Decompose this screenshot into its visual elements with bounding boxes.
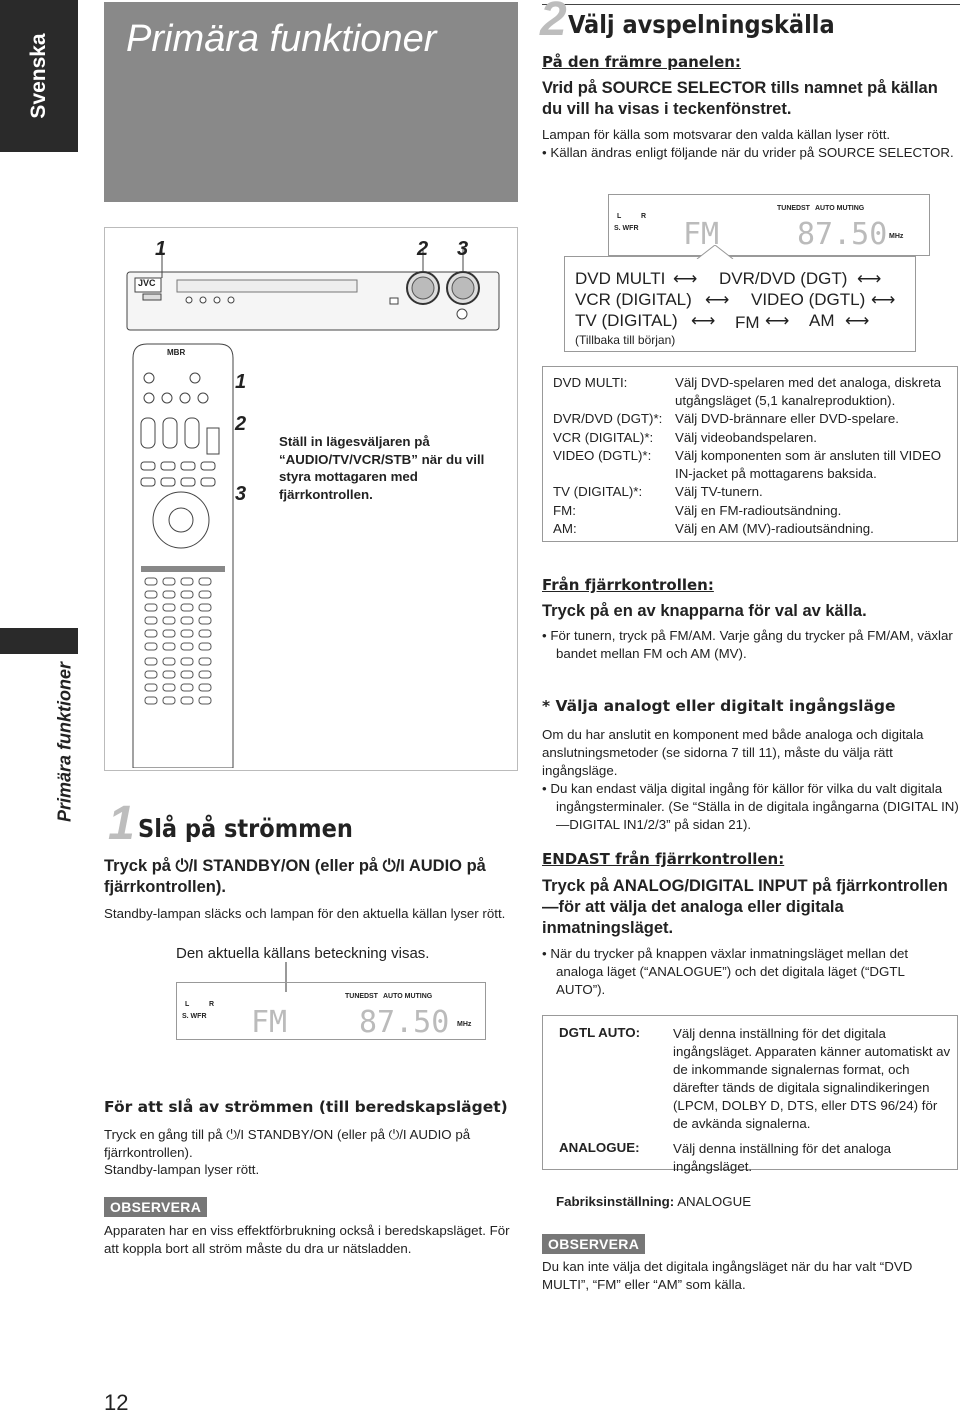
definition-desc: Välj en AM (MV)-radioutsändning. xyxy=(675,521,874,536)
factory-value: ANALOGUE xyxy=(677,1194,752,1209)
remote-brand-logo: MBR xyxy=(167,348,186,357)
step2-display-panel xyxy=(608,194,930,256)
analog-text: Om du har anslutit en komponent med både analoga och digitala anslutningsmetoder (se sidorna 7 till 11), måste du välja rätt ingångsläge. xyxy=(542,727,924,778)
standby-text-2: Standby-lampan lyser rött. xyxy=(104,1162,260,1177)
page-number: 12 xyxy=(104,1390,129,1415)
display2-l-indicator: L xyxy=(617,213,622,220)
seq-fm: FM xyxy=(735,313,760,332)
display-l-indicator: L xyxy=(185,1001,190,1008)
seq-arrow-4: ⟷ xyxy=(871,290,896,309)
seq-arrow-6: ⟷ xyxy=(765,311,790,330)
definition-row xyxy=(553,374,949,410)
definition-term: VCR (DIGITAL)*: xyxy=(553,429,654,445)
definition-row xyxy=(553,410,949,429)
observe-badge-2: OBSERVERA xyxy=(542,1234,645,1254)
endast-instruction: Tryck på ANALOG/DIGITAL INPUT på fjärrkontrollen—för att välja det analoga eller digitala inmatningsläget. xyxy=(542,877,948,937)
display2-st-indicator: ST xyxy=(801,205,810,212)
display2-swfr-indicator: S. WFR xyxy=(614,225,639,232)
language-tab-label: Svenska xyxy=(27,33,50,119)
language-tab xyxy=(0,0,78,152)
front-panel-instruction: Vrid på SOURCE SELECTOR tills namnet på källan du vill ha visas i teckenfönstret. xyxy=(542,79,938,118)
definition-desc: Välj TV-tunern. xyxy=(675,484,763,499)
step2-heading: Välj avspelningskälla xyxy=(568,10,835,39)
remote-bullet-text: För tunern, tryck på FM/AM. Varje gång du trycker på FM/AM, växlar bandet mellan FM och AM (MV). xyxy=(550,628,953,661)
step1-display-panel xyxy=(176,982,486,1040)
step2-rule xyxy=(542,4,960,5)
device-illustration xyxy=(104,227,518,771)
display2-source-text: FM xyxy=(683,217,720,252)
standby-text-1: Tryck en gång till på ⏻/I STANDBY/ON (eller på ⏻/I AUDIO på fjärrkontrollen). xyxy=(104,1127,471,1160)
display-source-text: FM xyxy=(251,1005,288,1040)
seq-arrow-1: ⟷ xyxy=(673,269,698,288)
definition-row xyxy=(553,429,949,448)
mode-desc-dgtl-auto: Välj denna inställning för det digitala ingångsläget. Apparaten känner automatiskt av de inkommande signalernas format, och därefter tänds de digitala signalindikeringen (LPCM, DOLBY D, DTS, eller DTS 96/24) för de avkända signalerna. xyxy=(673,1026,951,1131)
display2-r-indicator: R xyxy=(641,213,647,220)
analog-bullet-text: Du kan endast välja digital ingång för källor för vilka du valt digitala ingångsterminaler. (Se “Ställa in de digitala ingångarna (DIGITAL IN)—DIGITAL IN1/2/3” på sidan 21). xyxy=(550,781,959,832)
callout-1: 1 xyxy=(155,238,167,260)
definition-desc: Välj DVD-spelaren med det analoga, diskreta utgångsläget (5,1 kanalreproduktion). xyxy=(675,375,942,408)
source-definitions-box xyxy=(542,366,958,542)
seq-video: VIDEO (DGTL) xyxy=(751,290,866,309)
step1-note: Standby-lampan släcks och lampan för den aktuella källan lyser rött. xyxy=(104,906,506,921)
endast-heading: ENDAST från fjärrkontrollen: xyxy=(542,850,785,868)
definition-desc: Välj DVD-brännare eller DVD-spelare. xyxy=(675,411,899,426)
step1-heading: Slå på strömmen xyxy=(138,814,353,843)
seq-dvr-dvd: DVR/DVD (DGT) xyxy=(719,269,848,288)
definition-term: VIDEO (DGTL)*: xyxy=(553,448,652,463)
remote-heading: Från fjärrkontrollen: xyxy=(542,576,714,594)
remote-bullet: • För tunern, tryck på FM/AM. Varje gång du trycker på FM/AM, växlar bandet mellan FM och AM (MV). xyxy=(542,628,953,661)
seq-arrow-2: ⟷ xyxy=(857,269,882,288)
seq-arrow-5: ⟷ xyxy=(691,311,716,330)
seq-tv: TV (DIGITAL) xyxy=(575,311,678,330)
display-caption: Den aktuella källans beteckning visas. xyxy=(176,945,430,962)
analog-heading: * Välja analogt eller digitalt ingångsläge xyxy=(542,697,896,715)
seq-dvd-multi: DVD MULTI xyxy=(575,269,666,288)
step2-number: 2 xyxy=(540,0,567,46)
seq-vcr: VCR (DIGITAL) xyxy=(575,290,692,309)
definition-desc: Välj en FM-radioutsändning. xyxy=(675,502,842,518)
step1-instruction: Tryck på ⏻/I STANDBY/ON (eller på ⏻/I AUDIO på fjärrkontrollen). xyxy=(104,857,486,896)
remote-callout-3: 3 xyxy=(235,483,247,505)
remote-control-illustration xyxy=(123,338,283,768)
definition-desc: Välj videobandspelaren. xyxy=(675,429,817,445)
definition-term: TV (DIGITAL)*: xyxy=(553,484,643,499)
analog-bullet: • Du kan endast välja digital ingång för källor för vilka du valt digitala ingångsterminaler. (Se “Ställa in de digitala ingångarna (DIGITAL IN)—DIGITAL IN1/2/3” på sidan 21). xyxy=(542,781,959,832)
input-mode-box xyxy=(542,1015,958,1174)
mode-term-dgtl-auto: DGTL AUTO: xyxy=(559,1025,641,1040)
factory-setting xyxy=(556,1194,751,1209)
display-st-indicator: ST xyxy=(369,993,378,1000)
receiver-front-panel-illustration xyxy=(105,228,517,338)
observe-text-1: Apparaten har en viss effektförbrukning också i beredskapsläget. För att koppla bort all ström måste du dra ur nätsladden. xyxy=(104,1223,510,1256)
section-side-label: Primära funktioner xyxy=(54,661,75,823)
sequence-pointer xyxy=(695,245,735,259)
step1-number: 1 xyxy=(108,797,135,850)
observe-text-2: Du kan inte välja det digitala ingångsläget när du har valt “DVD MULTI”, “FM” eller “AM” som källa. xyxy=(542,1259,913,1292)
source-sequence-box xyxy=(564,256,916,352)
endast-bullet: • När du trycker på knappen växlar inmatningsläget mellan det analoga läget (“ANALOGUE”) och det digitala läget (“DGTL AUTO”). xyxy=(542,946,909,997)
observe-badge-1: OBSERVERA xyxy=(104,1197,207,1217)
seq-arrow-7: ⟷ xyxy=(845,311,870,330)
display2-tuned-indicator: TUNED xyxy=(777,205,802,212)
display-tuned-indicator: TUNED xyxy=(345,993,370,1000)
definition-term: DVD MULTI: xyxy=(553,375,628,390)
display2-automuting-indicator: AUTO MUTING xyxy=(815,205,865,212)
definition-row xyxy=(553,483,949,502)
remote-instruction: Tryck på en av knapparna för val av källa. xyxy=(542,602,867,620)
display2-frequency: 87.50 xyxy=(797,217,888,252)
mode-term-analogue: ANALOGUE: xyxy=(559,1140,640,1155)
display2-unit: MHz xyxy=(889,233,904,240)
callout-3: 3 xyxy=(457,238,469,260)
page-title: Primära funktioner xyxy=(126,18,437,60)
remote-caption: Ställ in lägesväljaren på “AUDIO/TV/VCR/STB” när du vill styra mottagaren med fjärrkontrollen. xyxy=(279,434,485,502)
definition-term: AM: xyxy=(553,521,577,536)
display-swfr-indicator: S. WFR xyxy=(182,1013,207,1020)
section-tab-marker xyxy=(0,628,78,654)
display-unit: MHz xyxy=(457,1021,472,1028)
seq-back-note: (Tillbaka till början) xyxy=(575,333,676,347)
front-panel-note: Lampan för källa som motsvarar den valda källan lyser rött. xyxy=(542,127,891,142)
factory-label: Fabriksinställning: xyxy=(556,1194,675,1209)
front-panel-bullet-text: Källan ändras enligt följande när du vrider på SOURCE SELECTOR. xyxy=(550,145,954,160)
definition-row xyxy=(553,520,949,539)
remote-callout-2: 2 xyxy=(235,413,247,435)
seq-arrow-3: ⟷ xyxy=(705,290,730,309)
standby-heading: För att slå av strömmen (till beredskapsläget) xyxy=(104,1098,508,1116)
display-frequency: 87.50 xyxy=(359,1005,450,1040)
front-panel-bullet: • Källan ändras enligt följande när du vrider på SOURCE SELECTOR. xyxy=(542,145,954,160)
display-r-indicator: R xyxy=(209,1001,215,1008)
remote-callout-1: 1 xyxy=(235,371,247,393)
endast-bullet-text: När du trycker på knappen växlar inmatningsläget mellan det analoga läget (“ANALOGUE”) och det digitala läget (“DGTL AUTO”). xyxy=(550,946,909,997)
source-definitions-table xyxy=(553,374,949,539)
definition-row xyxy=(553,447,949,483)
definition-row xyxy=(553,502,949,521)
definition-term: DVR/DVD (DGT)*: xyxy=(553,411,663,426)
seq-am: AM xyxy=(809,311,835,330)
display-automuting-indicator: AUTO MUTING xyxy=(383,993,433,1000)
front-panel-heading: På den främre panelen: xyxy=(542,53,741,71)
mode-desc-analogue: Välj denna inställning för det analoga ingångsläget. xyxy=(673,1141,892,1174)
page-title-box xyxy=(104,2,518,202)
callout-2: 2 xyxy=(417,238,429,260)
brand-logo: JVC xyxy=(138,278,156,288)
definition-term: FM: xyxy=(553,502,576,518)
definition-desc: Välj komponenten som är ansluten till VIDEO IN-jacket på mottagarens baksida. xyxy=(675,448,942,481)
